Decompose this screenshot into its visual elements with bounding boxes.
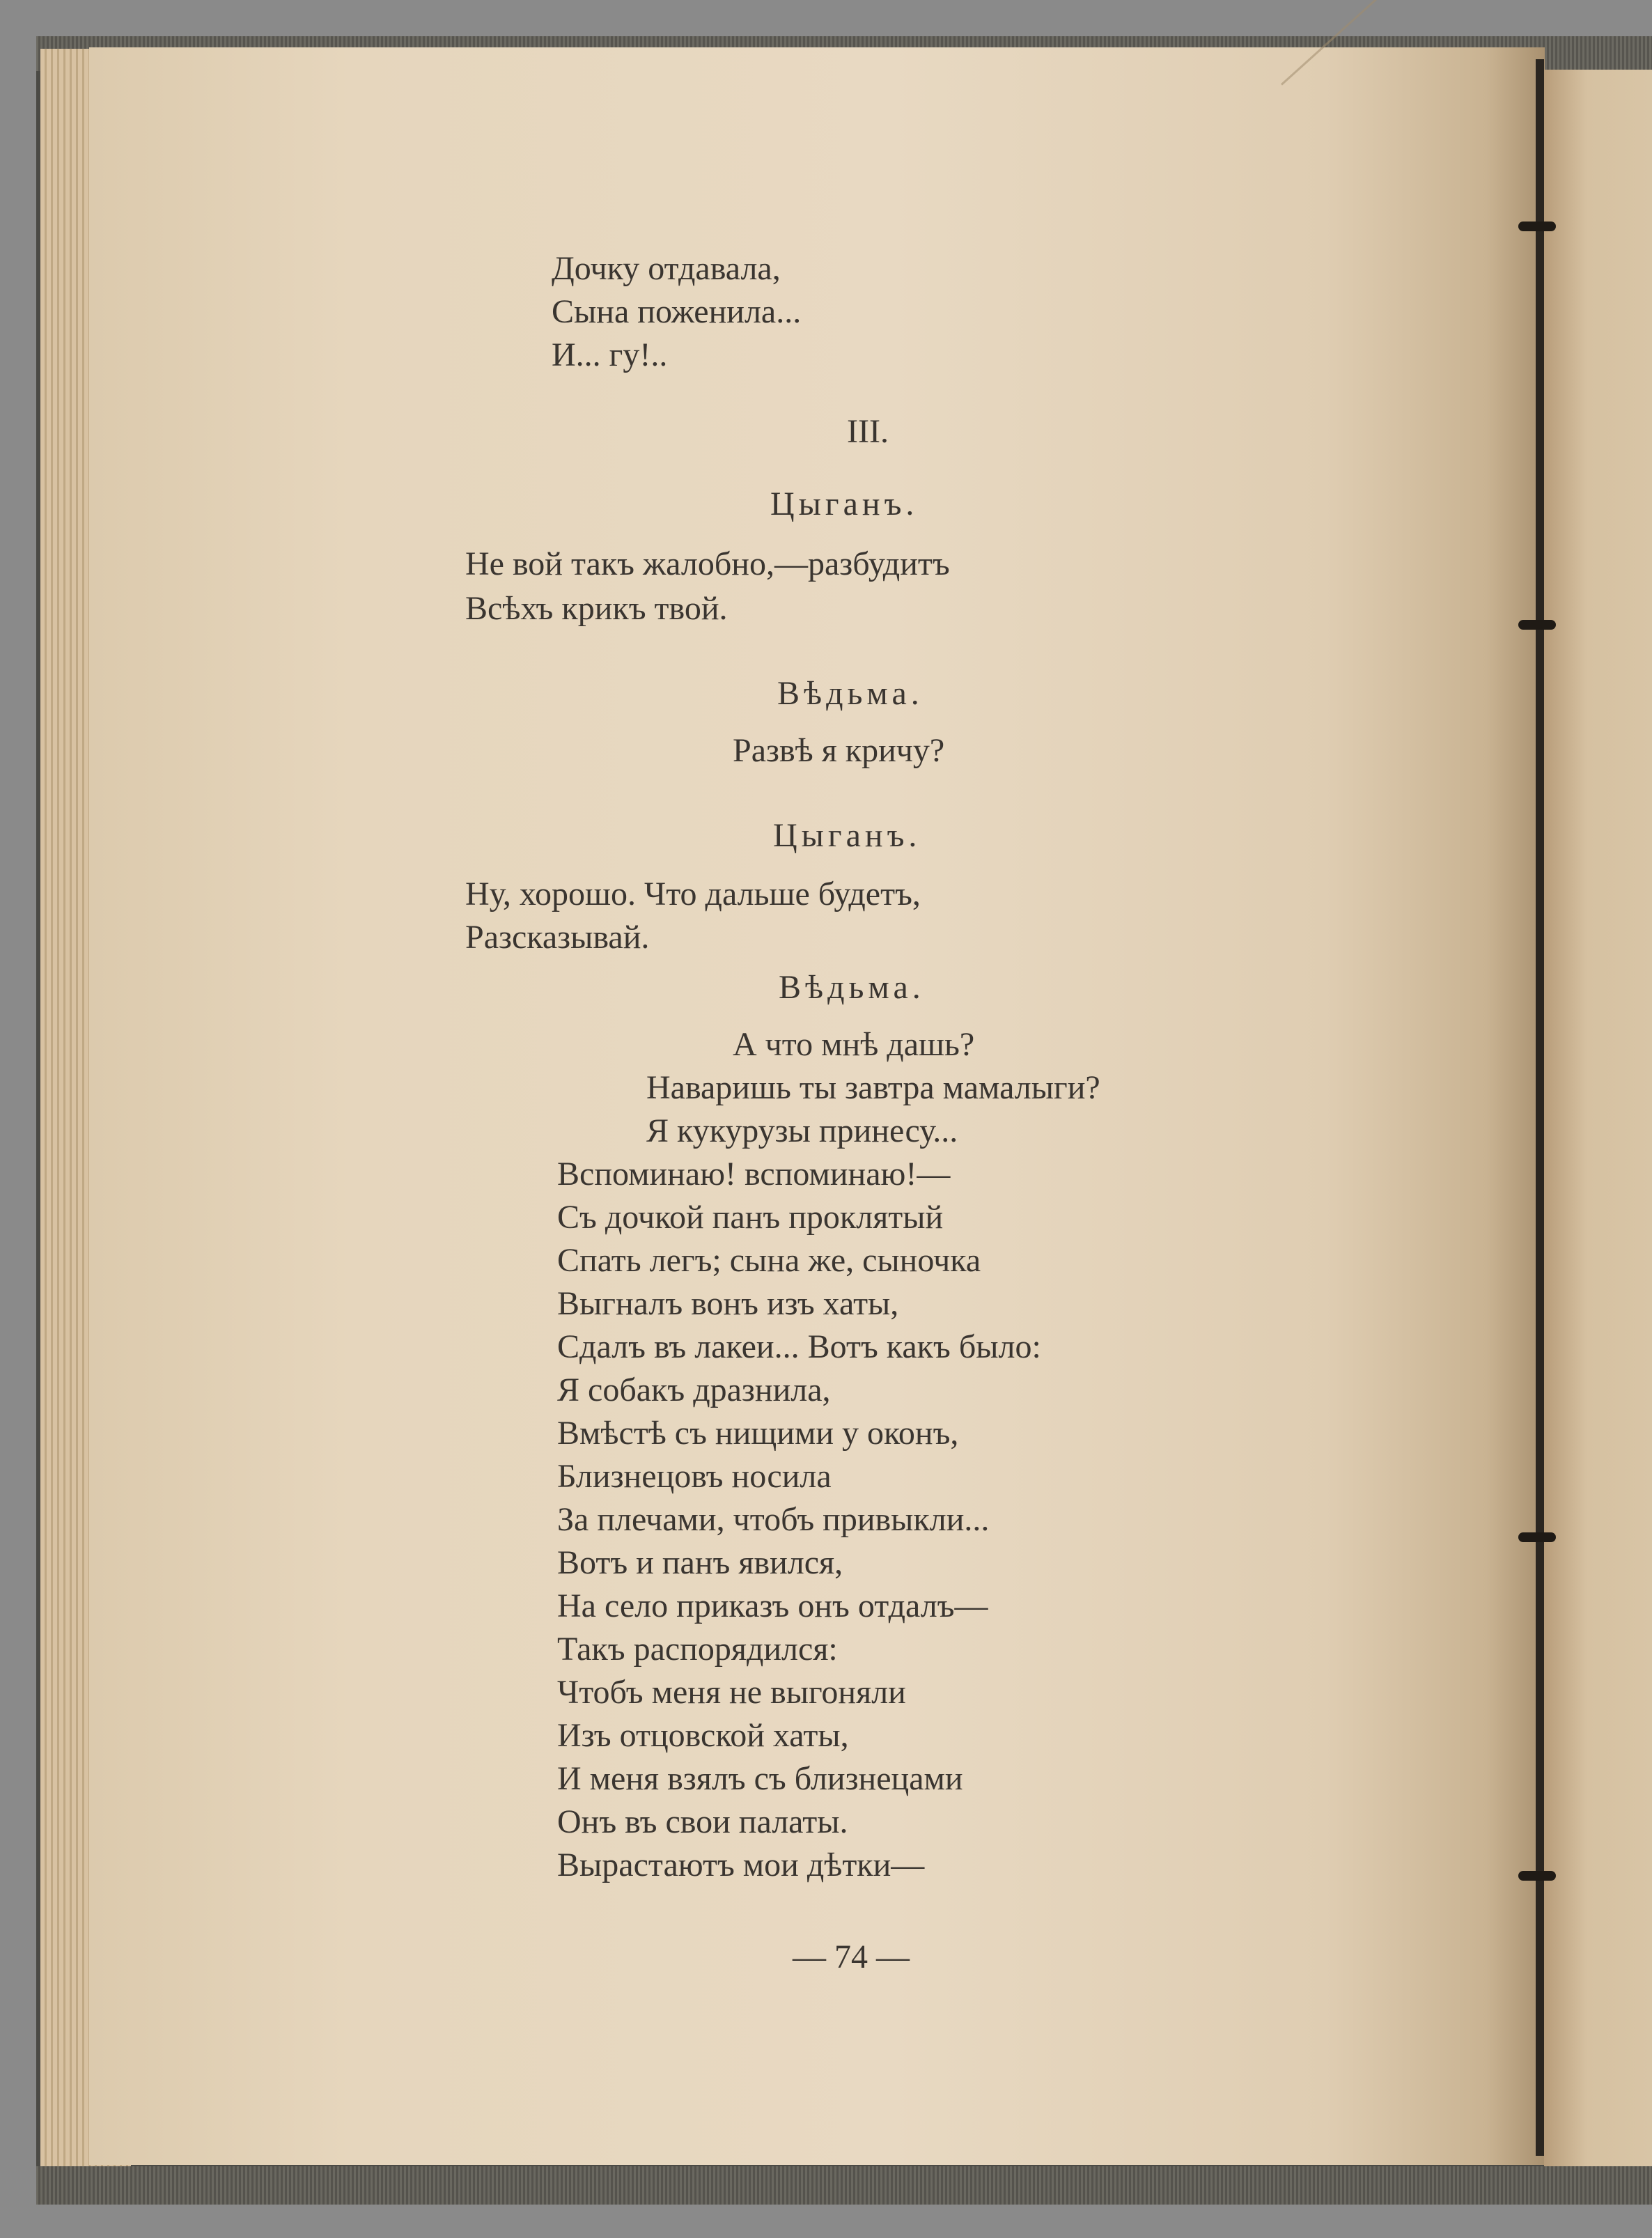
poem-line: Онъ въ свои палаты.	[557, 1803, 848, 1840]
poem-line: Такъ распорядился:	[557, 1631, 838, 1668]
speaker-name: Цыганъ.	[773, 817, 921, 854]
poem-line: На село приказъ онъ отдалъ—	[557, 1587, 988, 1624]
poem-line: Чтобъ меня не выгоняли	[557, 1674, 906, 1711]
poem-line: Всѣхъ крикъ твой.	[465, 590, 728, 627]
poem-line: Близнецовъ носила	[557, 1458, 832, 1495]
binding-cloth-bottom	[36, 2166, 1652, 2205]
poem-line: Развѣ я кричу?	[733, 732, 945, 769]
speaker-name: Вѣдьма.	[779, 969, 925, 1006]
speaker-name: Цыганъ.	[770, 485, 919, 522]
poem-line: Не вой такъ жалобно,—разбудитъ	[465, 545, 950, 582]
poem-line: Наваришь ты завтра мамалыги?	[646, 1069, 1100, 1106]
poem-line: А что мнѣ дашь?	[733, 1026, 975, 1063]
binding-stitch	[1518, 620, 1556, 630]
poem-line: И меня взялъ съ близнецами	[557, 1760, 963, 1797]
binding-stitch	[1518, 1871, 1556, 1881]
poem-line: Сына поженила...	[552, 293, 802, 330]
book-gutter	[1536, 59, 1544, 2156]
poem-line: Изъ отцовской хаты,	[557, 1717, 849, 1754]
poem-line: Спать легъ; сына же, сыночка	[557, 1242, 981, 1279]
speaker-name: Вѣдьма.	[777, 675, 924, 712]
poem-line: Сдалъ въ лакеи... Вотъ какъ было:	[557, 1328, 1041, 1365]
poem-line: Вырастаютъ мои дѣтки—	[557, 1847, 925, 1883]
poem-line: Я кукурузы принесу...	[646, 1112, 958, 1149]
poem-line: Вспоминаю! вспоминаю!—	[557, 1156, 951, 1192]
poem-line: И... гу!..	[552, 336, 668, 373]
poem-line: Я собакъ дразнила,	[557, 1371, 831, 1408]
poem-line: Съ дочкой панъ проклятый	[557, 1199, 944, 1236]
poem-line: Дочку отдавала,	[552, 250, 781, 287]
poem-line: Ну, хорошо. Что дальше будетъ,	[465, 876, 921, 912]
poem-line: Выгналъ вонъ изъ хаты,	[557, 1285, 899, 1322]
poem-line: Вотъ и панъ явился,	[557, 1544, 843, 1581]
poem-line: За плечами, чтобъ привыкли...	[557, 1501, 990, 1538]
facing-page-edge	[1544, 70, 1652, 2166]
binding-stitch	[1518, 1532, 1556, 1542]
section-number: III.	[847, 413, 889, 450]
page-number: — 74 —	[793, 1938, 910, 1975]
binding-stitch	[1518, 222, 1556, 231]
poem-line: Вмѣстѣ съ нищими у оконъ,	[557, 1415, 959, 1452]
poem-line: Разсказывай.	[465, 919, 650, 956]
